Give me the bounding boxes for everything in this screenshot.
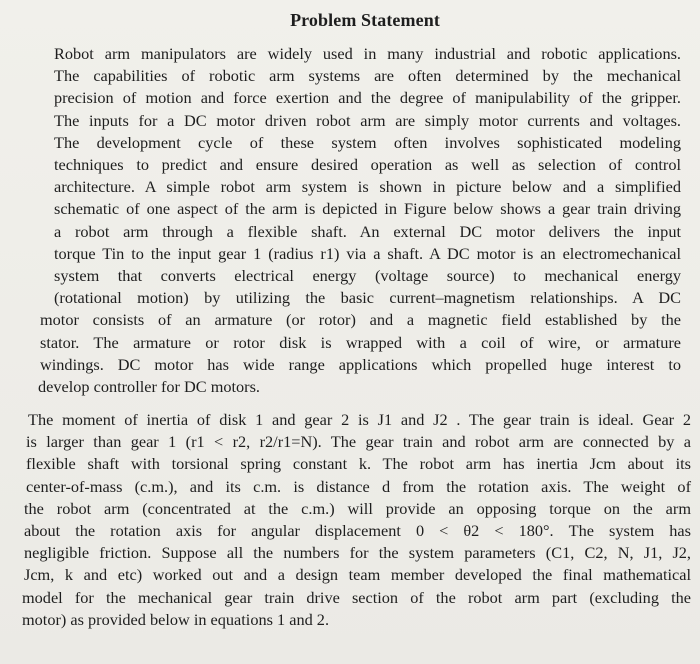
text-line: The development cycle of these system often involves sophisticated modeling bbox=[54, 132, 681, 152]
text-line: a robot arm through a flexible shaft. An external DC motor delivers the input bbox=[54, 221, 681, 241]
text-line: stator. The armature or rotor disk is wrapped with a coil of wire, or armature bbox=[40, 332, 681, 352]
paragraph-intro bbox=[38, 43, 681, 398]
text-line: schematic of one aspect of the arm is depicted in Figure below shows a gear train driving bbox=[54, 199, 681, 219]
text-line: architecture. A simple robot arm system is shown in picture below and a simplified bbox=[54, 177, 681, 197]
paragraph-model bbox=[22, 409, 691, 631]
text-line: The moment of inertia of disk 1 and gear 2 is J1 and J2 . The gear train is ideal. Gear 2 bbox=[28, 410, 691, 429]
text-line: precision of motion and force exertion and the degree of manipulability of the gripper. bbox=[54, 88, 681, 108]
text-line: motor consists of an armature (or rotor) and a magnetic field established by the bbox=[40, 310, 681, 330]
text-line: Robot arm manipulators are widely used in many industrial and robotic applications. bbox=[54, 44, 681, 63]
text-line: Jcm, k and etc) worked out and a design team member developed the final mathematical bbox=[24, 565, 691, 585]
text-line: The capabilities of robotic arm systems are often determined by the mechanical bbox=[54, 66, 681, 86]
text-line: about the rotation axis for angular displacement 0 < θ2 < 180°. The system has bbox=[24, 521, 691, 541]
text-line: torque Tin to the input gear 1 (radius r1) via a shaft. A DC motor is an electromechanical bbox=[54, 243, 681, 263]
text-line: is larger than gear 1 (r1 < r2, r2/r1=N). The gear train and robot arm are connected by a bbox=[26, 432, 691, 452]
text-line: system that converts electrical energy (voltage source) to mechanical energy bbox=[54, 266, 681, 286]
text-line: windings. DC motor has wide range applications which propelled huge interest to bbox=[40, 354, 681, 374]
text-line: The inputs for a DC motor driven robot arm are simply motor currents and voltages. bbox=[54, 110, 681, 130]
text-line: center-of-mass (c.m.), and its c.m. is distance d from the rotation axis. The weight of bbox=[26, 476, 691, 496]
text-line: flexible shaft with torsional spring constant k. The robot arm has inertia Jcm about its bbox=[26, 454, 691, 474]
text-line: negligible friction. Suppose all the numbers for the system parameters (C1, C2, N, J1, J2, bbox=[24, 543, 691, 563]
page-title: Problem Statement bbox=[290, 10, 440, 30]
text-line: motor) as provided below in equations 1 and 2. bbox=[22, 609, 330, 629]
text-line: develop controller for DC motors. bbox=[38, 377, 261, 397]
text-line: (rotational motion) by utilizing the basic current–magnetism relationships. A DC bbox=[54, 288, 681, 308]
text-line: techniques to predict and ensure desired operation as well as selection of control bbox=[54, 155, 681, 175]
text-line: the robot arm (concentrated at the c.m.) will provide an opposing torque on the arm bbox=[24, 498, 691, 518]
text-line: model for the mechanical gear train drive section of the robot arm part (excluding the bbox=[22, 587, 691, 607]
